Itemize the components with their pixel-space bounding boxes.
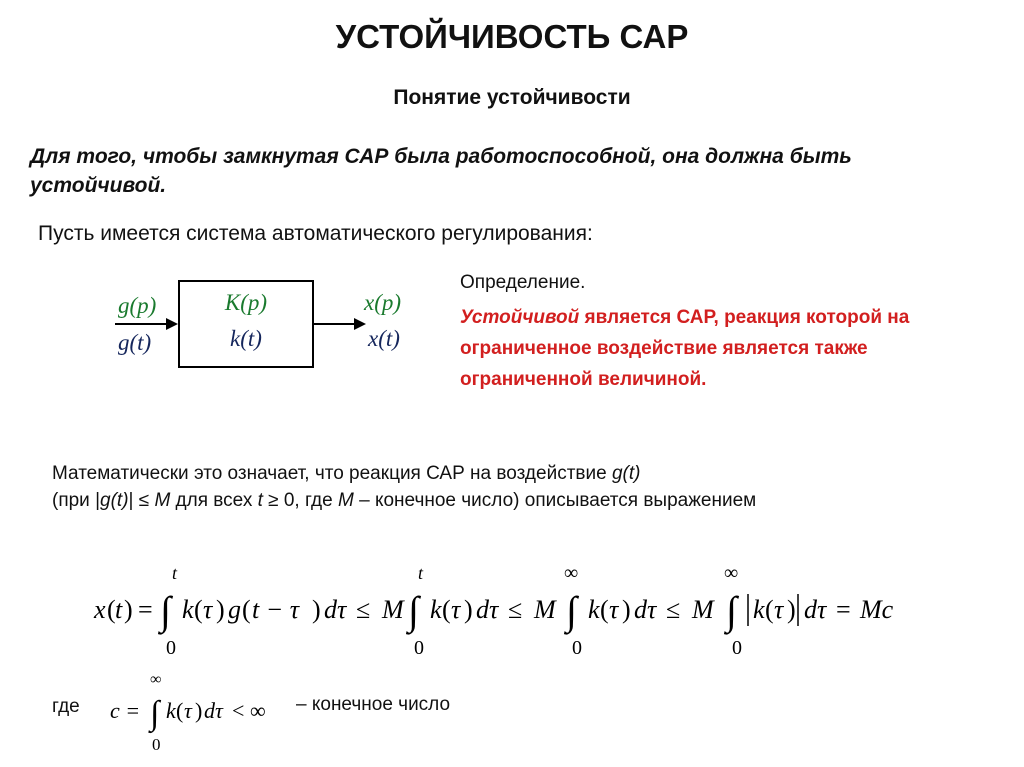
eq-k-4: k	[753, 595, 765, 624]
integral-1: ∫	[160, 588, 171, 633]
definition-heading: Определение.	[460, 272, 586, 293]
eq-paren-open: (	[107, 595, 116, 624]
c-tau: τ	[184, 698, 192, 723]
definition-rest: является САР, реакция которой на ограниченное воздействие является также ограниченной величиной.	[460, 307, 910, 390]
eq-dtau-1: dτ	[324, 595, 347, 624]
math-text-1: Математически это означает, что реакция САР на воздействие	[52, 463, 612, 484]
eq-tau-2: τ	[451, 595, 461, 624]
math-t: t	[257, 490, 263, 511]
eq-paren-close: )	[124, 595, 133, 624]
int4-lower: 0	[732, 637, 742, 659]
eq-paren-3: (	[442, 595, 451, 624]
eq-paren-5: (	[765, 595, 774, 624]
eq-M-1: M	[382, 595, 404, 624]
slide-title: УСТОЙЧИВОСТЬ САР	[335, 18, 689, 55]
eq-equals-2: =	[836, 595, 851, 624]
int2-upper: t	[418, 563, 424, 583]
int3-lower: 0	[572, 637, 582, 659]
eq-k-2: k	[430, 595, 442, 624]
math-text-4: для всех	[170, 490, 258, 511]
eq-paren-1c: )	[216, 595, 225, 624]
eq-paren-3c: )	[464, 595, 473, 624]
c-k: k	[166, 698, 176, 723]
c-dtau: dτ	[204, 698, 223, 723]
eq-tau-1: τ	[203, 595, 213, 624]
eq-leq-2: ≤	[508, 595, 523, 624]
int4-upper: ∞	[724, 562, 739, 584]
c-eq: c =	[110, 698, 141, 723]
eq-dtau-4: dτ	[804, 595, 827, 624]
eq-dtau-3: dτ	[634, 595, 657, 624]
input-label-laplace: g(p)	[118, 293, 157, 318]
where-label: где	[52, 696, 80, 717]
integral-2: ∫	[408, 588, 419, 633]
math-text-6: – конечное число) описывается выражением	[353, 490, 757, 511]
c-int-upper: ∞	[150, 671, 162, 688]
math-M-1: M	[154, 490, 171, 511]
output-label-time: x(t)	[368, 326, 400, 351]
eq-paren-4c: )	[622, 595, 631, 624]
eq-t: t	[115, 595, 123, 624]
eq-g: g	[228, 595, 241, 624]
integral-4: ∫	[726, 588, 737, 633]
c-definition	[104, 670, 294, 760]
block-label-laplace: K(p)	[224, 290, 268, 315]
c-int-lower: 0	[152, 735, 161, 754]
c-lt: <	[232, 698, 245, 723]
main-equation	[80, 562, 960, 664]
c-integral: ∫	[150, 695, 160, 732]
c-paren-close: )	[195, 698, 203, 723]
finite-number-text: – конечное число	[296, 694, 451, 715]
eq-k-1: k	[182, 595, 194, 624]
output-arrowhead	[354, 318, 366, 330]
eq-paren-1: (	[194, 595, 203, 624]
input-label-time: g(t)	[118, 330, 152, 355]
eq-paren-4: (	[600, 595, 609, 624]
eq-tau-3: τ	[609, 595, 619, 624]
eq-Mc: Mc	[860, 595, 894, 624]
math-text-5: ≥ 0, где	[262, 490, 338, 511]
system-intro-text: Пусть имеется система автоматического регулирования:	[38, 222, 593, 245]
eq-M-3: M	[692, 595, 714, 624]
math-M-2: M	[338, 490, 354, 511]
slide-subtitle: Понятие устойчивости	[393, 86, 631, 109]
eq-leq-1: ≤	[356, 595, 371, 624]
eq-dtau-2: dτ	[476, 595, 499, 624]
intro-text: Для того, чтобы замкнутая САР была работоспособной, она должна быть устойчивой.	[30, 145, 852, 197]
output-label-laplace: x(p)	[364, 290, 402, 315]
eq-M-2: M	[534, 595, 556, 624]
int1-upper: t	[172, 563, 178, 583]
c-paren-open: (	[176, 698, 184, 723]
math-paragraph	[52, 460, 952, 514]
eq-paren-5c: )	[787, 595, 796, 624]
math-g-t-2: g(t)	[100, 490, 129, 511]
int3-upper: ∞	[564, 562, 579, 584]
eq-t-minus-tau: t − τ	[252, 595, 300, 624]
eq-tau-4: τ	[774, 595, 784, 624]
block-label-time: k(t)	[230, 326, 262, 351]
eq-paren-2c: )	[312, 595, 321, 624]
math-text-3: | ≤	[128, 490, 155, 511]
int2-lower: 0	[414, 637, 424, 659]
definition-term: Устойчивой	[460, 307, 580, 328]
definition-text	[460, 302, 980, 395]
eq-x: x	[94, 595, 106, 624]
math-text-2: (при |	[52, 490, 101, 511]
c-inf: ∞	[250, 698, 266, 723]
eq-leq-3: ≤	[666, 595, 681, 624]
int1-lower: 0	[166, 637, 176, 659]
math-g-t: g(t)	[611, 463, 641, 484]
integral-3: ∫	[566, 588, 577, 633]
eq-paren-2: (	[242, 595, 251, 624]
transfer-block	[178, 280, 314, 368]
eq-k-3: k	[588, 595, 600, 624]
eq-equals: =	[138, 595, 153, 624]
input-arrowhead	[166, 318, 178, 330]
